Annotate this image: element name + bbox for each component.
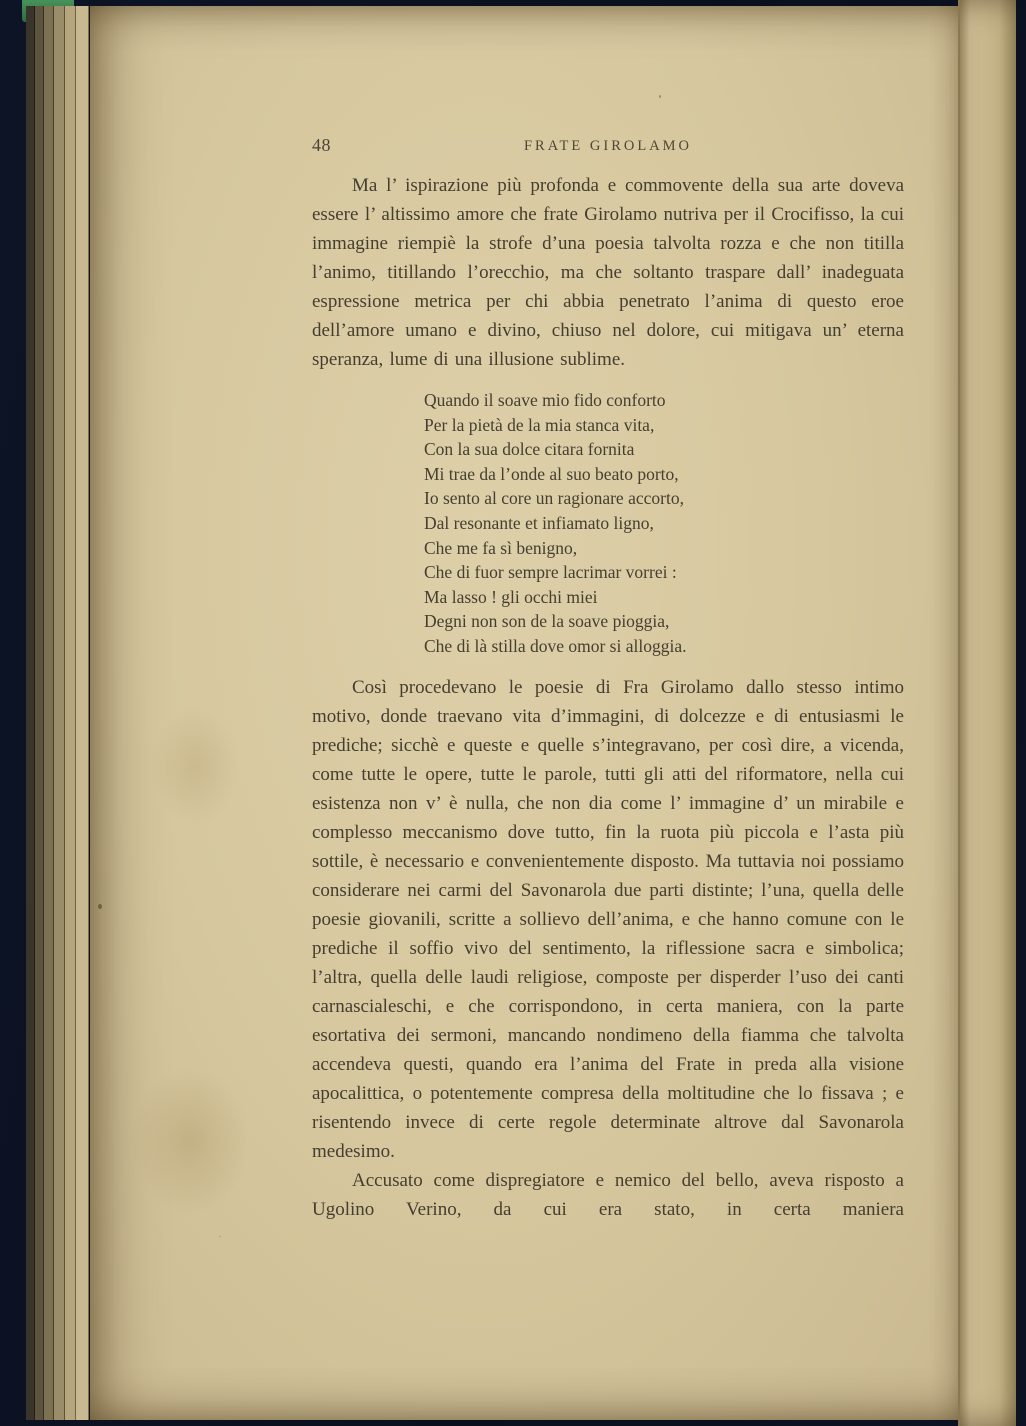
- next-page-edge: [958, 0, 1016, 1426]
- verse-line: Io sento al core un ragionare accorto,: [424, 488, 684, 509]
- verse-line: Quando il soave mio fido conforto: [424, 390, 666, 410]
- verse-line: Con la sua dolce citara fornita: [424, 439, 635, 460]
- verse-line: Che me fa sì benigno,: [424, 537, 578, 558]
- verse-line: Per la pietà de la mia stanca vita,: [424, 414, 655, 435]
- paper-stain: [150, 706, 240, 826]
- verse-line: Dal resonante et infiamato ligno,: [424, 512, 654, 533]
- verse-line: Degni non son de la soave pioggia,: [424, 611, 670, 632]
- paper-stain: [130, 1066, 250, 1216]
- page-edge: [54, 6, 65, 1420]
- page-edge: [76, 6, 89, 1420]
- verse-line: Ma lasso ! gli occhi miei: [424, 586, 598, 607]
- body-paragraph: Così procedevano le poesie di Fra Girolamo dallo stesso intimo motivo, donde traevano vita d’immagini, di dolcezze e di entusiasmi le prediche; sicchè e queste e quelle s’integravano, per così dire, a vicenda, come tutte le opere, tutte le parole, tutti gli atti del riformatore, nella cui esistenza non v’ è nulla, che non dia come l’ immagine d’ un mirabile e complesso meccanismo dove tutto, fin la ruota più piccola e l’asta più sottile, è necessario e convenientemente disposto. Ma tuttavia noi possiamo considerare nei carmi del Savonarola due parti distinte; l’una, quella delle poesie giovanili, scritte a sollievo dell’anima, e che hanno comune con le prediche il soffio vivo del sentimento, la riflessione sacra e simbolica; l’altra, quella delle laudi religiose, composte per disperder l’uso dei canti carnascialeschi, e che corrispondono, in certa maniera, con la parte esortativa dei sermoni, mancando nondimeno della fiamma che talvolta accendeva questi, quando era l’anima del Frate in preda alla visione apocalittica, o potentemente compresa della moltitudine che lo fissava ; e risentendo invece di certe regole determinate altrove dal Savonarola medesimo.: [312, 676, 904, 1162]
- page-edge: [65, 6, 76, 1420]
- running-head: FRATE GIROLAMO: [523, 138, 693, 154]
- closing-paragraph: Accusato come dispregiatore e nemico del bello, aveva risposto a Ugolino Verino, da cui era stato, in certa maniera: [312, 1169, 904, 1220]
- verse-block: [424, 388, 904, 659]
- page-edge: [26, 6, 35, 1420]
- paper-speck: [98, 904, 102, 909]
- page-edge: [44, 6, 54, 1420]
- page-number: 48: [312, 135, 331, 155]
- page-text-block: [312, 134, 904, 1224]
- intro-paragraph: Ma l’ ispirazione più profonda e commovente della sua arte doveva essere l’ altissimo amore che frate Girolamo nutriva per il Crocifisso, la cui immagine riempiè la strofe d’una poesia talvolta rozza e che non titilla l’animo, titillando l’orecchio, ma che soltanto traspare dall’ inadeguata espressione metrica per chi abbia penetrato l’anima di questo eroe dell’amore umano e divino, chiuso nel dolore, cui mitigava un’ eterna speranza, lume di una illusione sublime.: [312, 175, 904, 370]
- book-page: [90, 6, 958, 1420]
- verse-line: Mi trae da l’onde al suo beato porto,: [424, 463, 679, 484]
- book-page-edges: [26, 6, 90, 1420]
- verse-line: Che di fuor sempre lacrimar vorrei :: [424, 562, 677, 583]
- page-edge: [35, 6, 44, 1420]
- page-header: [312, 134, 904, 164]
- verse-line: Che di là stilla dove omor si alloggia.: [424, 635, 687, 656]
